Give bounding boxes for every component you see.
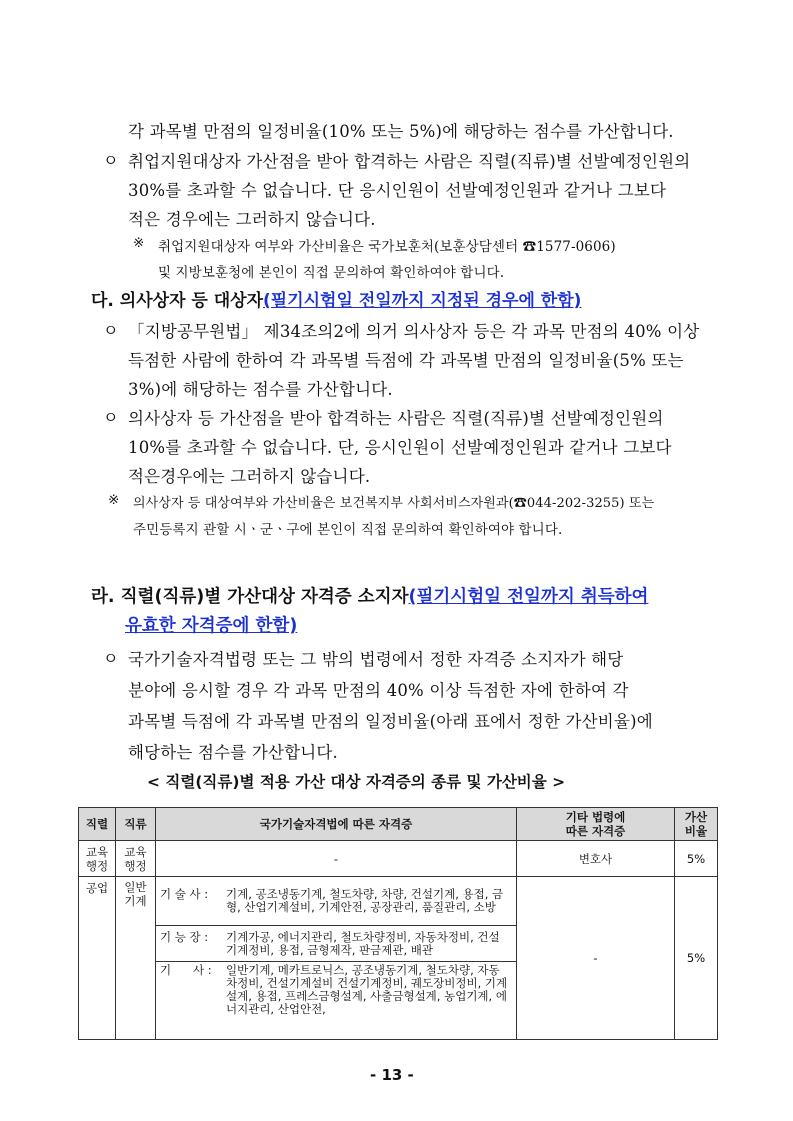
heading-text: 다. 의사상자 등 대상자 [91,291,264,311]
cell-grade-row [156,962,517,1040]
bullet-mark: ㅇ [103,151,119,170]
cell-class [116,877,156,1040]
note-line: 및 지방보훈청에 본인이 직접 문의하여 확인하여야 합니다. [158,265,505,281]
table-row [79,841,718,877]
header-class: 직류 [116,808,156,841]
table-header-row [79,808,718,841]
heading-text: 라. 직렬(직류)별 가산대상 자격증 소지자 [91,587,409,607]
section-heading [91,286,581,311]
grade-certs: 일반기계, 메카트로닉스, 공조냉동기계, 철도차량, 자동차정비, 건설기계설비 건설기계정비, 궤도장비정비, 기계설계, 용접, 프레스금형설계, 사출금형설계, 농업기계, 에너지관리, 산업안전, [226,963,508,1016]
cell-line: 행정 [85,858,109,873]
cell-line: 일반 [124,880,147,894]
header-line: 비율 [684,824,708,838]
header-series: 직렬 [79,808,116,841]
cell-grade-row [156,877,517,926]
text-line: 30%를 초과할 수 없습니다. 단 응시인원이 선발예정인원과 같거나 그보다 [128,181,667,200]
grade-label: 기 사 : [160,963,212,977]
cell-grade-row [156,926,517,962]
page-number: - 13 - [370,1066,414,1084]
grade-label: 기 술 사 : [160,887,209,901]
text-line: 해당하는 점수를 가산합니다. [128,743,339,762]
text-line: 득점한 사람에 한하여 각 과목별 득점에 각 과목별 만점의 일정비율(5% 또는 [128,351,684,370]
cell-series: 공업 [79,877,116,1040]
text-line: 10%를 초과할 수 없습니다. 단, 응시인원이 선발예정인원과 같거나 그보다 [128,438,672,457]
header-other-cert [517,808,675,841]
heading-condition: 유효한 자격증에 한함) [125,616,298,636]
text-line: 국가기술자격법령 또는 그 밖의 법령에서 정한 자격증 소지자가 해당 [128,650,624,669]
note-line: 취업지원대상자 여부와 가산비율은 국가보훈처(보훈상담센터 ☎1577-0606) [158,239,616,255]
text-line: 적은경우에는 그러하지 않습니다. [128,467,371,486]
text-line: 「지방공무원법」 제34조의2에 의거 의사상자 등은 각 과목 만점의 40% 이상 [128,322,700,341]
header-line: 기타 법령에 [565,810,626,824]
cell-other-cert: - [517,877,675,1040]
header-line: 가산 [684,810,708,824]
cell-line: 기계 [124,894,147,908]
text-line: 적은 경우에는 그러하지 않습니다. [128,210,376,229]
note-mark: ※ [133,235,145,251]
cell-rate: 5% [675,877,718,1040]
header-rate [675,808,718,841]
cell-line: 교육 [124,844,147,859]
cell-class [116,841,156,877]
note-line: 의사상자 등 대상여부와 가산비율은 보건복지부 사회서비스자원과(☎044-202-3255) 또는 [133,496,655,511]
note-line: 주민등록지 관할 시ㆍ군ㆍ구에 본인이 직접 문의하여 확인하여야 합니다. [133,522,563,538]
cell-national-cert: - [156,841,517,877]
text-line: 과목별 득점에 각 과목별 만점의 일정비율(아래 표에서 정한 가산비율)에 [128,712,653,731]
cell-line: 교육 [85,844,109,859]
section-heading-cont [125,612,297,637]
bullet-mark: ㅇ [103,408,119,427]
cell-line: 행정 [124,858,147,873]
grade-certs: 기계, 공조냉동기계, 철도차량, 차량, 건설기계, 용접, 금형, 산업기계설비, 기계안전, 공장관리, 품질관리, 소방 [226,887,504,914]
section-heading [91,583,648,608]
cell-other-cert: 변호사 [517,841,675,877]
text-line: 3%)에 해당하는 점수를 가산합니다. [128,380,393,399]
bullet-mark: ㅇ [103,649,119,668]
bullet-mark: ㅇ [103,321,119,340]
table-caption: < 직렬(직류)별 적용 가산 대상 자격증의 종류 및 가산비율 > [147,773,566,791]
cell-series [79,841,116,877]
certificate-table [78,807,718,1040]
text-line: 의사상자 등 가산점을 받아 합격하는 사람은 직렬(직류)별 선발예정인원의 [128,409,664,428]
heading-condition: (필기시험일 전일까지 지정된 경우에 한함) [263,291,582,311]
cell-rate: 5% [675,841,718,877]
table-row [79,877,718,926]
text-line: 각 과목별 만점의 일정비율(10% 또는 5%)에 해당하는 점수를 가산합니다. [128,122,674,141]
header-national-cert: 국가기술자격법에 따른 자격증 [156,808,517,841]
text-line: 분야에 응시할 경우 각 과목 만점의 40% 이상 득점한 자에 한하여 각 [128,681,629,700]
note-mark: ※ [108,492,120,508]
grade-label: 기 능 장 : [160,929,209,944]
header-line: 따른 자격증 [565,824,626,838]
text-line: 취업지원대상자 가산점을 받아 합격하는 사람은 직렬(직류)별 선발예정인원의 [128,152,691,171]
heading-condition: (필기시험일 전일까지 취득하여 [408,587,649,607]
grade-certs: 기계가공, 에너지관리, 철도차량정비, 자동차정비, 건설기계정비, 용접, 금형제작, 판금제관, 배관 [226,929,500,957]
